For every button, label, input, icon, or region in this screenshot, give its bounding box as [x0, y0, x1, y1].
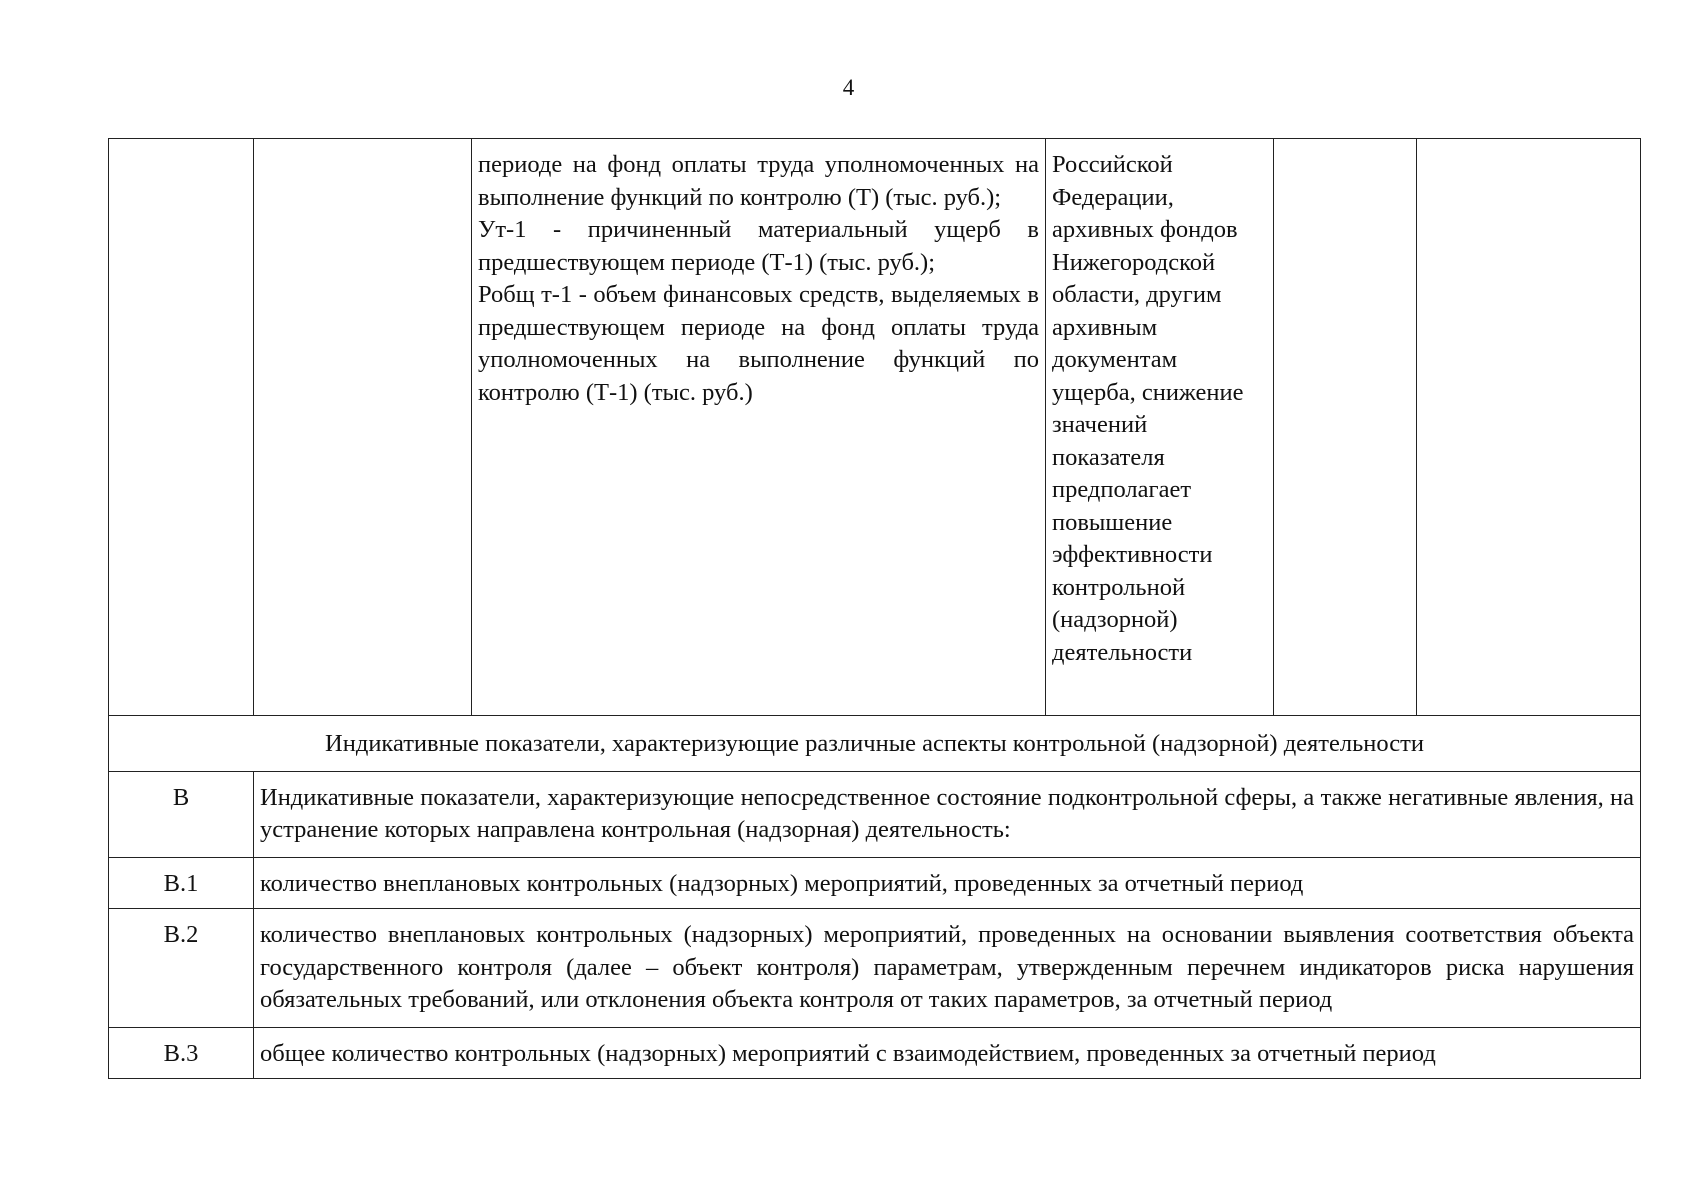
formula-paragraph: периоде на фонд оплаты труда уполномоченных на выполнение функций по контролю (Т) (тыс. руб.); — [478, 151, 1039, 211]
table-row — [109, 1027, 1641, 1079]
continuation-row — [109, 139, 1641, 716]
empty-cell-name — [254, 139, 472, 716]
empty-cell-6 — [1417, 139, 1641, 716]
indicators-table — [108, 138, 1641, 1079]
section-header-row — [109, 716, 1641, 772]
row-code: В — [109, 771, 254, 857]
comment-cell: Российской Федерации, архивных фондов Нижегородской области, другим архивным документам ущерба, снижение значений показателя предполагает повышение эффективности контрольной (надзорной) деятельности — [1046, 139, 1274, 716]
table-row — [109, 771, 1641, 857]
row-text: количество внеплановых контрольных (надзорных) мероприятий, проведенных за отчетный период — [254, 857, 1641, 909]
formula-paragraph: Робщ т-1 - объем финансовых средств, выделяемых в предшествующем периоде на фонд оплаты труда уполномоченных на выполнение функций по контролю (Т-1) (тыс. руб.) — [478, 281, 1039, 406]
table-row — [109, 909, 1641, 1028]
page-number: 4 — [842, 75, 855, 100]
formula-paragraph: Ут-1 - причиненный материальный ущерб в предшествующем периоде (Т-1) (тыс. руб.); — [478, 216, 1039, 276]
row-code: В.2 — [109, 909, 254, 1028]
empty-cell-code — [109, 139, 254, 716]
empty-cell-5 — [1274, 139, 1417, 716]
section-header: Индикативные показатели, характеризующие различные аспекты контрольной (надзорной) деятельности — [109, 716, 1641, 772]
formula-cell — [472, 139, 1046, 716]
row-code: В.1 — [109, 857, 254, 909]
row-text: количество внеплановых контрольных (надзорных) мероприятий, проведенных на основании выявления соответствия объекта государственного контроля (далее – объект контроля) параметрам, утвержденным перечнем индикаторов риска нарушения обязательных требований, или отклонения объекта контроля от таких параметров, за отчетный период — [254, 909, 1641, 1028]
row-text: общее количество контрольных (надзорных) мероприятий с взаимодействием, проведенных за отчетный период — [254, 1027, 1641, 1079]
row-code: В.3 — [109, 1027, 254, 1079]
row-text: Индикативные показатели, характеризующие непосредственное состояние подконтрольной сферы, а также негативные явления, на устранение которых направлена контрольная (надзорная) деятельность: — [254, 771, 1641, 857]
table-row — [109, 857, 1641, 909]
